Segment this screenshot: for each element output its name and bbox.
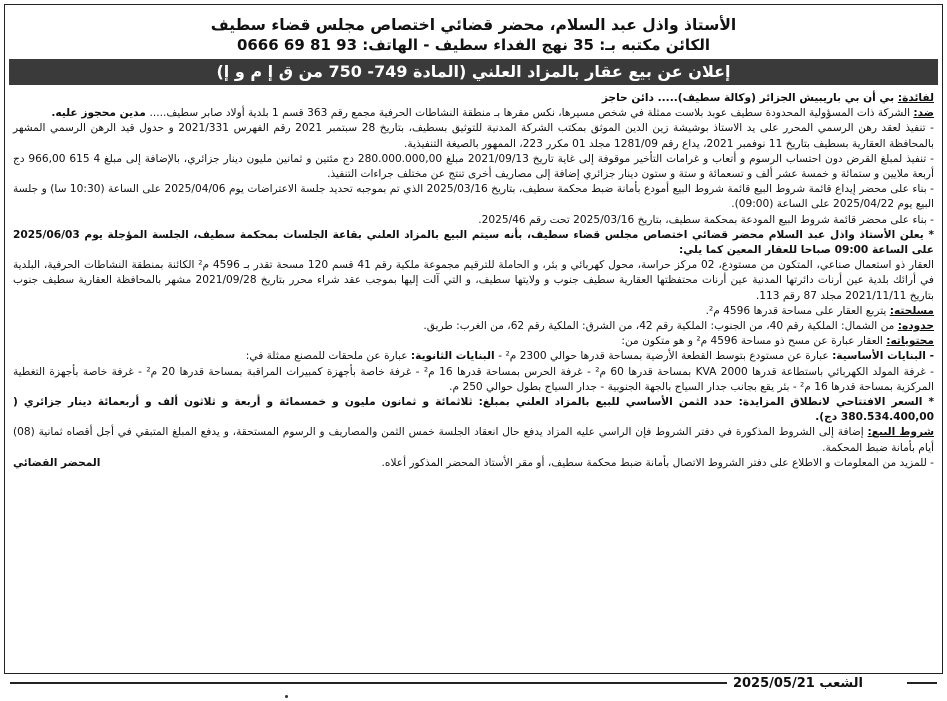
closing-row: [13, 456, 934, 471]
sale-conditions-label: شروط البيع:: [867, 426, 935, 439]
boundaries-line: [13, 319, 934, 334]
contents-text: العقار عبارة عن مسح ذو مساحة 4596 م² و هو متكون من:: [621, 335, 887, 348]
speck-mark: [285, 695, 288, 698]
area-line: [13, 304, 934, 319]
main-buildings-label: - البنايات الأساسية:: [832, 350, 934, 363]
notice-banner: إعلان عن بيع عقار بالمزاد العلني (المادة 749- 750 من ق إ م و إ): [9, 59, 938, 85]
property-description: العقار ذو استعمال صناعي، المتكون من مستودع، 02 مركز حراسة، محول كهربائي و بئر، و الحاملة للترقيم مجموعة ملكية رقم 41 قسم 120 مسحة تقدر بـ 4596 م² الكائنة بمنطقة النشاطات الحرفية، البلدية في أرائك بلدية عين أرنات دائرتها المدنية عين أرنات محتفظتها العقارية سطيف جنوب و ولايتها سطيف، و التي آلت إليها بموجب عقد شراء محرر بتاريخ 2021/09/28 مشهر بالمحافظة العقارية سطيف جنوب بتاريخ 2021/11/11 مجلد 87 رقم 113.: [13, 259, 934, 302]
debt-amount-paragraph: - تنفيذ لمبلغ القرض دون احتساب الرسوم و أتعاب و غرامات التأخير موقوفة إلى غاية تاريخ 2021/09/13 مبلغ 280.000.000,00 دج مئتين و ثمانين مليون دينار جزائري، بالإضافة إلى مبلغ 4 615 966,00 دج أربعة ملايين و ستمائة و خمسة عشر ألف و تسعمائة و ستة و ستون دينار جزائري إضافة إلى مصاريف أخرى تنتج عن مختلف جراءات التنفيذ.: [13, 152, 934, 181]
footer-rule-right: [907, 682, 937, 684]
sale-conditions-text: إضافة إلى الشروط المذكورة في دفتر الشروط فإن الراسي عليه المزاد يدفع حال انعقاد الجلسة خمس الثمن والمصاريف و الرسوم المستحقة، و يدفع المبلغ المتبقي في أجل أقصاه ثمانية (08) أيام بأمانة ضبط المحكمة.: [13, 426, 934, 454]
creditor-text: بي أن بي باريبيش الجزائر (وكالة سطيف)..... دائن حاجز: [601, 92, 898, 104]
annexes-paragraph: - غرفة المولد الكهربائي باستطاعة قدرها KVA 2000 بمساحة قدرها 60 م² - غرفة الحرس بمساحة قدرها 16 م² - غرفة خاصة بأجهزة كمبيرات المراقبة بمساحة قدرها 20 م² - غرفة خاصة بأجهزة التغطية المركزية بمساحة قدرها 16 م² - بئر يقع بجانب جدار السياج بالجهة الجنوبية - جدار السياج بطول حوالي 250 م.: [13, 365, 934, 393]
debtor-status: مدين محجوز عليه.: [51, 107, 150, 120]
boundaries-label: حدوده:: [897, 320, 934, 333]
legal-notice: [4, 4, 943, 697]
conditions-list-paragraph: - بناء على محضر قائمة شروط البيع المودعة بمحكمة سطيف، بتاريخ 2025/03/16 تحت رقم 2025/46.: [478, 213, 934, 226]
secondary-buildings-text: عبارة عن ملحقات للمصنع ممثلة في:: [245, 350, 411, 363]
opening-price-paragraph: * السعر الافتتاحي لانطلاق المزايدة: حدد الثمن الأساسي للبيع بالمزاد العلني بمبلغ: ثلاثمائة و ثمانون مليون و خمسمائة و أربعة و ثلاثون ألف و أربعمائة دينار جزائري ( 380.534.400,00 دج).: [13, 396, 934, 424]
mortgage-paragraph: - تنفيذ لعقد رهن الرسمي المحرر على يد الاستاذ بوشيشة زين الدين الموثق بمكتب الشركة المدنية للتوثيق بسطيف، بتاريخ 28 سبتمبر 2021 رقم الفهرس 2021/331 و حدول قيد الرهن الرسمي المشهر بالمحافظة العقارية بسطيف بتاريخ 11 نوفمبر 2021، يداع رقم 1281/09 مجلد 01 مكرر 223، الممهور بالصيغة التنفيذية.: [13, 122, 934, 150]
debtor-text: الشركة ذات المسؤولية المحدودة سطيف عوبد بلاست ممثلة في شخص مسيرها، نكس مقرها بـ منطقة النشاطات الحرفية مجمع رقم 363 قسم 1 بلدية أولاد صابر سطيف.....: [149, 107, 914, 120]
area-text: يتربع العقار على مساحة قدرها 4596 م².: [705, 304, 890, 317]
notice-body: [5, 85, 942, 471]
office-address: الكائن مكتبه بـ: 35 نهج الفداء سطيف - الهاتف: 93 81 69 0666: [236, 36, 711, 54]
newspaper-source: الشعب 2025/05/21: [732, 675, 863, 691]
conditions-deposit-paragraph: - بناء على محضر إيداع قائمة شروط البيع قائمة شروط البيع أمودع بأمانة ضبط محكمة سطيف، بتاريخ 2025/03/16 الذي تم بموجبه تحديد جلسة الاعتراضات يوم 2025/04/06 على الساعة (10:30 سا) و جلسة البيع يوم 2025/04/22 على الساعة (09:00).: [13, 183, 934, 211]
main-buildings-text: عبارة عن مستودع بتوسط القطعة الأرضية بمساحة قدرها حوالي 2300 م² -: [498, 350, 833, 363]
buildings-line: [13, 349, 934, 364]
debtor-line: [13, 106, 934, 121]
notice-frame: [4, 4, 943, 674]
sale-announcement: * يعلن الأستاذ واذل عبد السلام محضر قضائي اختصاص مجلس قضاء سطيف، بأنه سيتم البيع بالمزاد العلني بقاعة الجلسات بمحكمة سطيف، الجلسة المؤجلة يوم 2025/06/03 على الساعة 09:00 صباحا للعقار المعين كما يلي:: [13, 228, 934, 257]
creditor-line: [13, 91, 934, 106]
notice-header: [5, 15, 942, 55]
boundaries-text: من الشمال: الملكية رقم 40، من الجنوب: الملكية رقم 42، من الشرق: الملكية رقم 62، من الغرب: طريق.: [423, 320, 898, 333]
creditor-label: لفائدة:: [897, 92, 934, 104]
debtor-label: ضد:: [913, 107, 934, 120]
contents-line: [13, 334, 934, 349]
contents-label: محتوياته:: [886, 335, 934, 348]
secondary-buildings-label: البنايات الثانوية:: [410, 350, 499, 363]
contact-line: - للمزيد من المعلومات و الاطلاع على دفتر الشروط الاتصال بأمانة ضبط محكمة سطيف، أو مقر الأستاذ المحضر المذكور أعلاه.: [381, 456, 934, 469]
office-title: الأستاذ واذل عبد السلام، محضر قضائي اختصاص مجلس قضاء سطيف: [210, 16, 737, 34]
area-label: مسلحته:: [889, 304, 934, 317]
newspaper-footer: [4, 672, 943, 694]
footer-rule-left: [10, 682, 727, 684]
signature: المحضر القضائي: [13, 456, 101, 469]
sale-conditions-line: [13, 425, 934, 455]
